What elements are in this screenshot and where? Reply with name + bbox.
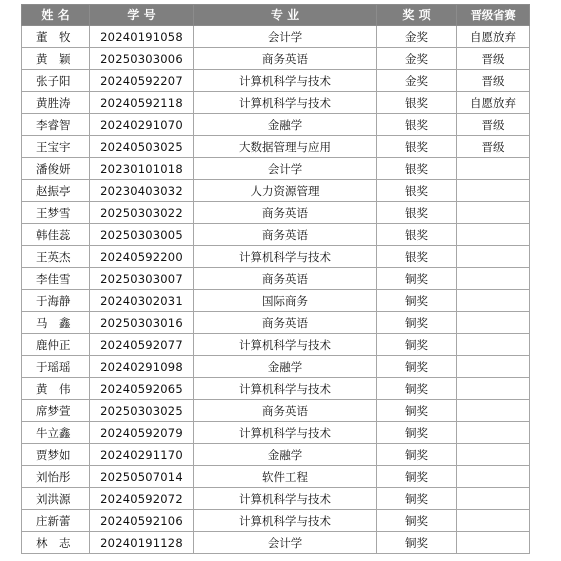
student-id-cell: 20230101018 (90, 158, 194, 180)
column-header-major: 专 业 (194, 5, 377, 26)
award-cell: 铜奖 (377, 422, 457, 444)
major-cell: 计算机科学与技术 (194, 422, 377, 444)
student-name-cell: 董 牧 (22, 26, 90, 48)
student-id-cell: 20240191058 (90, 26, 194, 48)
award-cell: 银奖 (377, 246, 457, 268)
student-name-cell: 贾梦如 (22, 444, 90, 466)
table-row (22, 246, 530, 268)
major-cell: 金融学 (194, 356, 377, 378)
student-name-cell: 牛立鑫 (22, 422, 90, 444)
table-row (22, 488, 530, 510)
student-id-cell: 20240291170 (90, 444, 194, 466)
table-row (22, 180, 530, 202)
major-cell: 商务英语 (194, 268, 377, 290)
table-row (22, 136, 530, 158)
student-id-cell: 20240592072 (90, 488, 194, 510)
major-cell: 计算机科学与技术 (194, 378, 377, 400)
student-name-cell: 黄 颖 (22, 48, 90, 70)
advance-status-cell (457, 510, 530, 532)
student-name-cell: 庄新蕾 (22, 510, 90, 532)
advance-status-cell: 自愿放弃 (457, 92, 530, 114)
award-cell: 铜奖 (377, 378, 457, 400)
student-id-cell: 20250303005 (90, 224, 194, 246)
major-cell: 大数据管理与应用 (194, 136, 377, 158)
advance-status-cell: 自愿放弃 (457, 26, 530, 48)
award-cell: 铜奖 (377, 290, 457, 312)
student-name-cell: 王宝宇 (22, 136, 90, 158)
table-row (22, 356, 530, 378)
student-id-cell: 20240302031 (90, 290, 194, 312)
student-name-cell: 黄胜涛 (22, 92, 90, 114)
student-name-cell: 张子阳 (22, 70, 90, 92)
award-list-sheet (21, 4, 530, 554)
table-row (22, 400, 530, 422)
award-cell: 银奖 (377, 224, 457, 246)
column-header-student-id: 学 号 (90, 5, 194, 26)
table-row (22, 466, 530, 488)
major-cell: 计算机科学与技术 (194, 510, 377, 532)
table-row (22, 378, 530, 400)
advance-status-cell (457, 400, 530, 422)
advance-status-cell (457, 488, 530, 510)
table-row (22, 444, 530, 466)
award-cell: 银奖 (377, 180, 457, 202)
major-cell: 人力资源管理 (194, 180, 377, 202)
award-cell: 金奖 (377, 70, 457, 92)
award-cell: 铜奖 (377, 466, 457, 488)
award-cell: 铜奖 (377, 356, 457, 378)
student-id-cell: 20240191128 (90, 532, 194, 554)
major-cell: 金融学 (194, 444, 377, 466)
major-cell: 计算机科学与技术 (194, 70, 377, 92)
header-row (22, 5, 530, 26)
table-row (22, 114, 530, 136)
table-row (22, 158, 530, 180)
student-id-cell: 20250507014 (90, 466, 194, 488)
major-cell: 计算机科学与技术 (194, 92, 377, 114)
award-table (21, 4, 530, 554)
table-body (22, 26, 530, 554)
advance-status-cell (457, 466, 530, 488)
student-name-cell: 于海静 (22, 290, 90, 312)
student-name-cell: 潘俊妍 (22, 158, 90, 180)
student-id-cell: 20240592106 (90, 510, 194, 532)
student-name-cell: 马 鑫 (22, 312, 90, 334)
table-row (22, 26, 530, 48)
student-id-cell: 20240291070 (90, 114, 194, 136)
advance-status-cell (457, 158, 530, 180)
major-cell: 计算机科学与技术 (194, 488, 377, 510)
award-cell: 铜奖 (377, 532, 457, 554)
advance-status-cell (457, 334, 530, 356)
major-cell: 软件工程 (194, 466, 377, 488)
award-cell: 银奖 (377, 136, 457, 158)
advance-status-cell (457, 290, 530, 312)
major-cell: 国际商务 (194, 290, 377, 312)
major-cell: 会计学 (194, 26, 377, 48)
table-row (22, 290, 530, 312)
student-name-cell: 刘洪源 (22, 488, 90, 510)
student-id-cell: 20240592207 (90, 70, 194, 92)
major-cell: 商务英语 (194, 48, 377, 70)
advance-status-cell (457, 532, 530, 554)
student-name-cell: 刘怡彤 (22, 466, 90, 488)
award-cell: 金奖 (377, 48, 457, 70)
student-id-cell: 20230403032 (90, 180, 194, 202)
student-id-cell: 20250303006 (90, 48, 194, 70)
column-header-advance: 晋级省赛 (457, 5, 530, 26)
advance-status-cell: 晋级 (457, 136, 530, 158)
student-id-cell: 20250303007 (90, 268, 194, 290)
advance-status-cell (457, 268, 530, 290)
student-name-cell: 赵振亭 (22, 180, 90, 202)
student-name-cell: 黄 伟 (22, 378, 90, 400)
student-name-cell: 李睿智 (22, 114, 90, 136)
table-row (22, 510, 530, 532)
student-name-cell: 王梦雪 (22, 202, 90, 224)
award-cell: 铜奖 (377, 444, 457, 466)
student-id-cell: 20240592079 (90, 422, 194, 444)
student-name-cell: 鹿仲正 (22, 334, 90, 356)
major-cell: 商务英语 (194, 224, 377, 246)
student-id-cell: 20240592077 (90, 334, 194, 356)
advance-status-cell (457, 378, 530, 400)
major-cell: 金融学 (194, 114, 377, 136)
table-row (22, 532, 530, 554)
major-cell: 商务英语 (194, 400, 377, 422)
table-row (22, 268, 530, 290)
student-id-cell: 20240592200 (90, 246, 194, 268)
table-row (22, 202, 530, 224)
student-id-cell: 20240291098 (90, 356, 194, 378)
student-id-cell: 20240503025 (90, 136, 194, 158)
award-cell: 金奖 (377, 26, 457, 48)
award-cell: 银奖 (377, 114, 457, 136)
advance-status-cell: 晋级 (457, 48, 530, 70)
student-name-cell: 林 志 (22, 532, 90, 554)
advance-status-cell (457, 180, 530, 202)
advance-status-cell (457, 444, 530, 466)
student-id-cell: 20250303016 (90, 312, 194, 334)
column-header-award: 奖 项 (377, 5, 457, 26)
table-row (22, 224, 530, 246)
table-row (22, 92, 530, 114)
advance-status-cell (457, 224, 530, 246)
cut-off-footer-text (200, 557, 330, 561)
table-row (22, 422, 530, 444)
advance-status-cell (457, 422, 530, 444)
student-name-cell: 于瑶瑶 (22, 356, 90, 378)
student-id-cell: 20250303022 (90, 202, 194, 224)
award-cell: 铜奖 (377, 400, 457, 422)
student-id-cell: 20240592065 (90, 378, 194, 400)
table-row (22, 312, 530, 334)
award-cell: 铜奖 (377, 312, 457, 334)
major-cell: 商务英语 (194, 202, 377, 224)
student-id-cell: 20240592118 (90, 92, 194, 114)
student-name-cell: 席梦萱 (22, 400, 90, 422)
advance-status-cell (457, 356, 530, 378)
advance-status-cell: 晋级 (457, 70, 530, 92)
award-cell: 铜奖 (377, 510, 457, 532)
award-cell: 银奖 (377, 158, 457, 180)
award-cell: 银奖 (377, 92, 457, 114)
award-cell: 铜奖 (377, 488, 457, 510)
advance-status-cell: 晋级 (457, 114, 530, 136)
award-cell: 银奖 (377, 202, 457, 224)
student-name-cell: 李佳雪 (22, 268, 90, 290)
major-cell: 计算机科学与技术 (194, 334, 377, 356)
award-cell: 铜奖 (377, 268, 457, 290)
award-cell: 铜奖 (377, 334, 457, 356)
major-cell: 会计学 (194, 158, 377, 180)
student-id-cell: 20250303025 (90, 400, 194, 422)
advance-status-cell (457, 312, 530, 334)
student-name-cell: 王英杰 (22, 246, 90, 268)
column-header-name: 姓 名 (22, 5, 90, 26)
major-cell: 会计学 (194, 532, 377, 554)
major-cell: 计算机科学与技术 (194, 246, 377, 268)
table-row (22, 334, 530, 356)
table-header (22, 5, 530, 26)
table-row (22, 48, 530, 70)
table-row (22, 70, 530, 92)
advance-status-cell (457, 202, 530, 224)
advance-status-cell (457, 246, 530, 268)
major-cell: 商务英语 (194, 312, 377, 334)
student-name-cell: 韩佳蕊 (22, 224, 90, 246)
